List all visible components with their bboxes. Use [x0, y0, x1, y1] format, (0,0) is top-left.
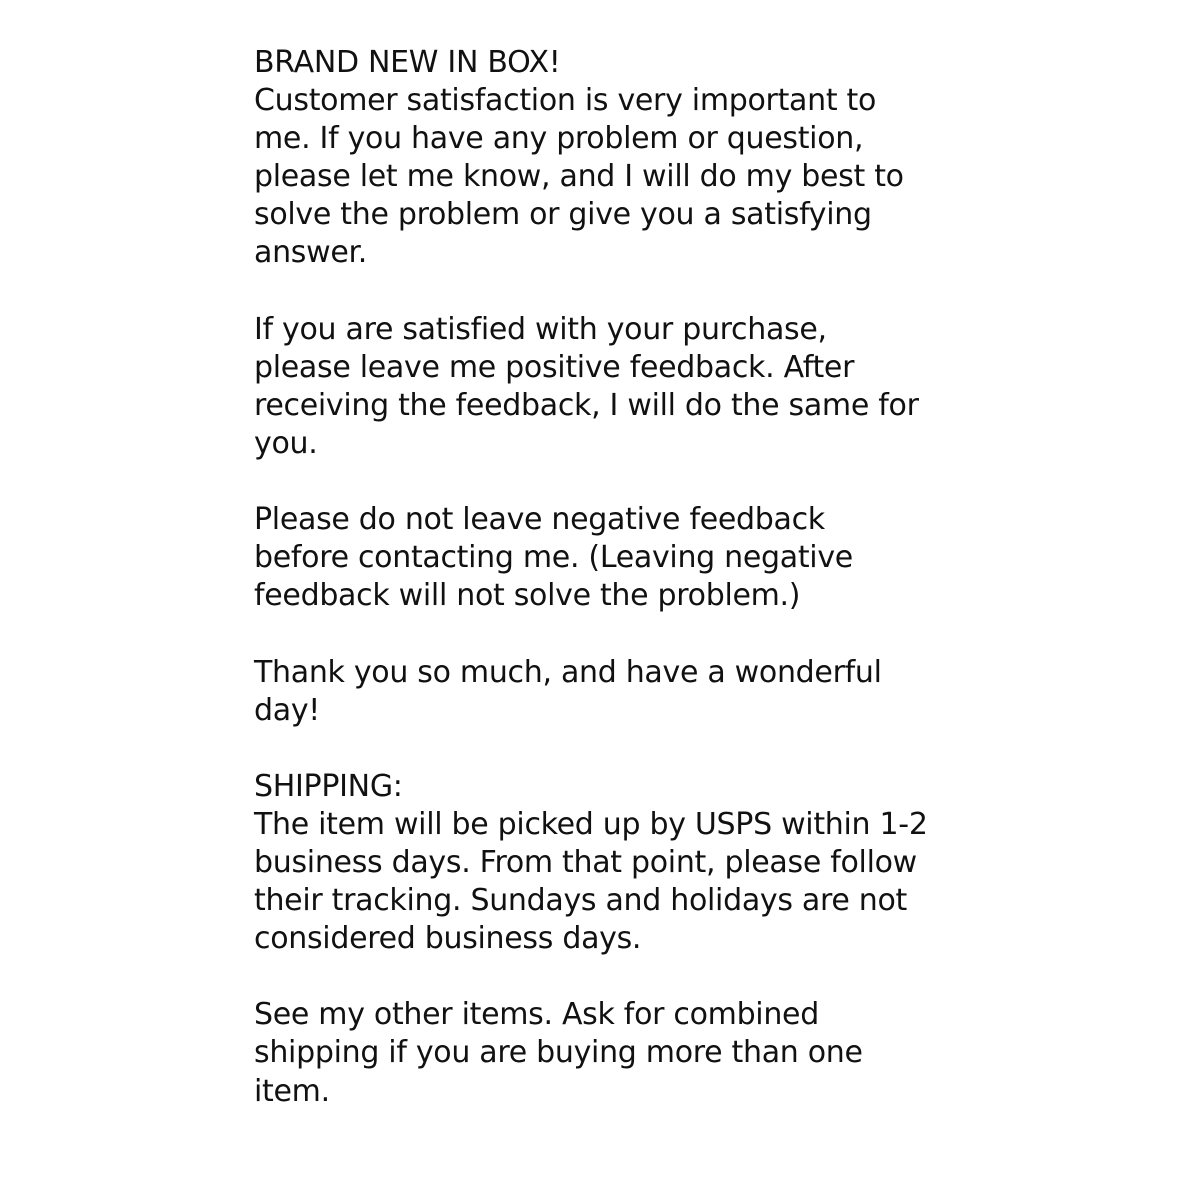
text-line: Thank you so much, and have a wonderful — [254, 654, 882, 690]
text-line: Customer satisfaction is very important to — [254, 83, 877, 119]
text-line: answer. — [254, 235, 368, 271]
feedback-paragraph — [254, 311, 974, 463]
text-line: day! — [254, 692, 321, 728]
text-line: If you are satisfied with your purchase, — [254, 311, 827, 347]
negative-feedback-paragraph — [254, 501, 974, 615]
other-items-paragraph — [254, 996, 974, 1110]
text-line: receiving the feedback, I will do the same for — [254, 387, 919, 423]
text-line: you. — [254, 425, 318, 461]
shipping-heading: SHIPPING: — [254, 768, 403, 804]
text-line: considered business days. — [254, 921, 642, 957]
text-line: feedback will not solve the problem.) — [254, 578, 801, 614]
text-line: please let me know, and I will do my best to — [254, 159, 904, 195]
text-line: The item will be picked up by USPS within 1-2 — [254, 806, 928, 842]
shipping-paragraph — [254, 768, 974, 958]
text-line: See my other items. Ask for combined — [254, 997, 819, 1033]
headline-text: BRAND NEW IN BOX! — [254, 45, 561, 80]
text-line: solve the problem or give you a satisfying — [254, 197, 872, 233]
text-line: item. — [254, 1073, 330, 1109]
text-line: please leave me positive feedback. After — [254, 349, 855, 385]
text-line: shipping if you are buying more than one — [254, 1035, 863, 1071]
text-line: their tracking. Sundays and holidays are not — [254, 883, 908, 919]
intro-paragraph — [254, 44, 974, 273]
text-line: before contacting me. (Leaving negative — [254, 540, 853, 576]
text-line: business days. From that point, please follow — [254, 844, 917, 880]
listing-description — [254, 44, 974, 1111]
text-line: Please do not leave negative feedback — [254, 502, 825, 538]
thank-you-paragraph — [254, 654, 974, 730]
text-line: me. If you have any problem or question, — [254, 121, 864, 157]
